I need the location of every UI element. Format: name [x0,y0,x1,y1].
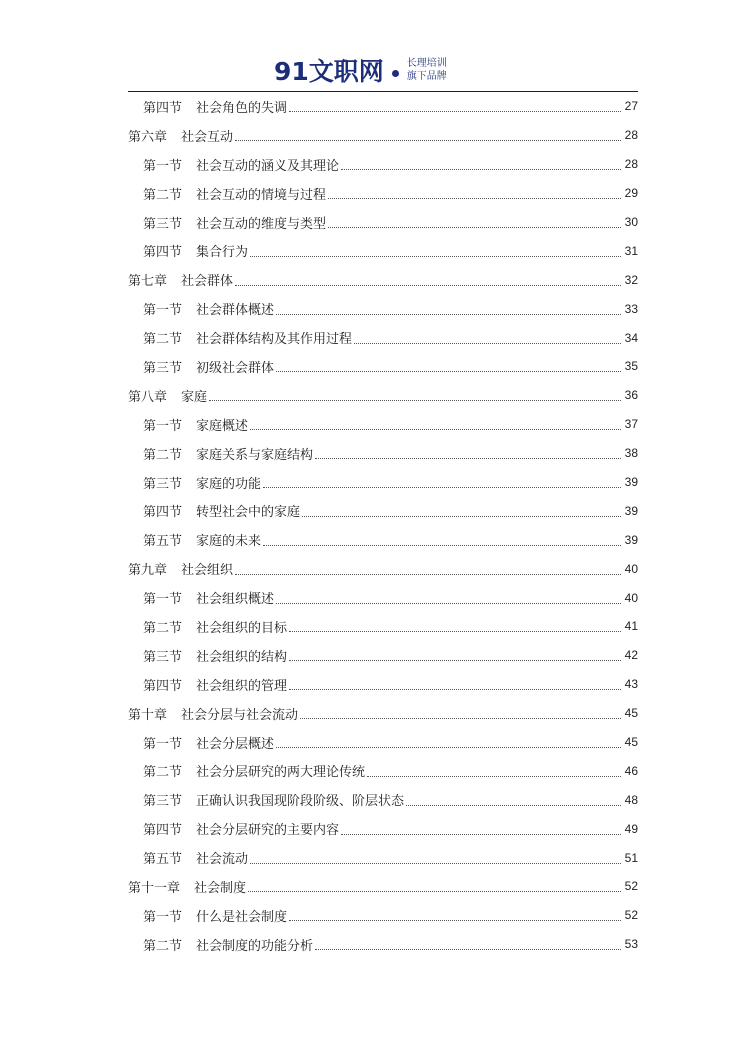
toc-entry-title: 社会制度 [194,880,247,896]
logo-tagline [407,57,447,83]
toc-entry-number: 第一节 [143,418,183,434]
toc-entry-number: 第四节 [143,823,183,839]
toc-dot-leader [235,573,621,575]
toc-entry-number: 第一节 [143,158,183,174]
toc-page-number: 53 [624,937,638,952]
toc-entry-section[interactable] [128,785,638,814]
toc-page-number: 42 [624,648,638,663]
toc-dot-leader [276,602,621,604]
toc-page-number: 52 [624,908,638,923]
toc-page-number: 40 [624,561,638,576]
logo-tagline-line1: 长理培训 [406,58,447,69]
toc-entry-title: 社会组织的目标 [196,620,288,636]
toc-entry-section[interactable] [128,150,638,179]
toc-dot-leader [302,515,621,517]
toc-entry-title: 社会分层研究的主要内容 [196,823,340,839]
toc-entry-number: 第三节 [143,794,183,810]
toc-dot-leader [235,139,621,141]
toc-page-number: 46 [624,763,638,778]
toc-dot-leader [276,746,621,748]
toc-entry-chapter[interactable] [128,121,638,150]
toc-dot-leader [263,544,621,546]
toc-entry-number: 第三节 [143,649,183,665]
toc-page-number: 30 [624,215,638,229]
toc-page-number: 28 [624,157,638,172]
toc-page-number: 51 [624,850,638,865]
toc-page-number: 29 [624,186,638,201]
toc-entry-title: 转型社会中的家庭 [196,505,301,521]
toc-page-number: 38 [624,446,638,461]
toc-entry-number: 第十一章 [128,880,181,896]
toc-entry-title: 社会群体 [181,274,234,290]
toc-dot-leader [209,399,621,401]
toc-entry-number: 第一节 [143,303,183,319]
toc-entry-title: 家庭概述 [196,418,249,434]
toc-entry-section[interactable] [128,756,638,785]
toc-entry-number: 第六章 [128,129,168,145]
toc-entry-section[interactable] [128,179,638,208]
toc-entry-section[interactable] [128,410,638,439]
toc-dot-leader [315,948,621,950]
toc-dot-leader [250,862,621,864]
toc-entry-number: 第二节 [143,332,183,348]
toc-entry-title: 社会分层研究的两大理论传统 [196,765,366,781]
toc-entry-number: 第九章 [128,563,168,579]
toc-page-number: 35 [624,359,638,374]
toc-entry-title: 家庭的功能 [196,476,262,492]
toc-entry-section[interactable] [128,208,638,237]
toc-dot-leader [367,775,621,777]
toc-dot-leader [341,833,621,835]
toc-entry-section[interactable] [128,901,638,930]
toc-dot-leader [263,486,621,488]
toc-entry-section[interactable] [128,525,638,554]
page-header [0,48,750,92]
table-of-contents [128,92,638,959]
toc-entry-number: 第十章 [128,707,168,723]
toc-page-number: 52 [624,879,638,894]
toc-entry-number: 第一节 [143,909,183,925]
toc-entry-number: 第二节 [143,938,183,954]
brand-logo [274,52,447,88]
toc-entry-title: 正确认识我国现阶段阶级、阶层状态 [196,794,405,810]
toc-dot-leader [328,226,621,228]
toc-page-number: 45 [624,706,638,721]
toc-dot-leader [289,659,621,661]
toc-entry-number: 第二节 [143,447,183,463]
toc-entry-section[interactable] [128,439,638,468]
toc-dot-leader [341,168,621,170]
toc-entry-title: 社会流动 [196,852,249,868]
toc-entry-section[interactable] [128,641,638,670]
toc-page-number: 39 [624,532,638,547]
toc-entry-section[interactable] [128,92,638,121]
toc-entry-section[interactable] [128,814,638,843]
toc-entry-number: 第二节 [143,620,183,636]
toc-entry-title: 什么是社会制度 [196,909,288,925]
toc-entry-number: 第一节 [143,736,183,752]
toc-entry-title: 社会制度的功能分析 [196,938,314,954]
toc-dot-leader [250,255,621,257]
toc-dot-leader [250,428,621,430]
toc-entry-section[interactable] [128,728,638,757]
toc-entry-number: 第四节 [143,100,183,116]
toc-dot-leader [235,284,621,286]
toc-entry-number: 第三节 [143,476,183,492]
toc-entry-title: 社会群体概述 [196,303,275,319]
toc-entry-number: 第四节 [143,505,183,521]
toc-dot-leader [406,804,621,806]
toc-entry-chapter[interactable] [128,381,638,410]
toc-dot-leader [248,890,621,892]
toc-page-number: 37 [624,417,638,432]
toc-entry-title: 社会组织概述 [196,592,275,608]
toc-entry-title: 社会组织的结构 [196,649,288,665]
toc-entry-section[interactable] [128,612,638,641]
toc-entry-title: 家庭关系与家庭结构 [196,447,314,463]
toc-entry-number: 第四节 [143,678,183,694]
toc-entry-section[interactable] [128,468,638,497]
toc-entry-title: 社会分层与社会流动 [181,707,299,723]
logo-text: 91文职网 [274,57,384,86]
toc-entry-title: 社会互动的涵义及其理论 [196,158,340,174]
toc-page-number: 40 [624,590,638,605]
toc-entry-number: 第七章 [128,274,168,290]
toc-page-number: 27 [624,99,638,114]
toc-page-number: 45 [624,735,638,750]
toc-entry-chapter[interactable] [128,554,638,583]
toc-entry-section[interactable] [128,496,638,525]
toc-entry-title: 集合行为 [196,245,249,261]
toc-entry-number: 第二节 [143,765,183,781]
toc-entry-number: 第五节 [143,534,183,550]
toc-entry-title: 社会组织 [181,563,234,579]
toc-entry-number: 第三节 [143,216,183,232]
toc-dot-leader [289,919,621,921]
toc-dot-leader [300,717,621,719]
toc-entry-section[interactable] [128,670,638,699]
toc-entry-number: 第八章 [128,389,168,405]
logo-dot-icon [392,70,399,77]
toc-page-number: 34 [624,330,638,345]
toc-dot-leader [276,313,621,315]
toc-entry-chapter[interactable] [128,265,638,294]
toc-entry-section[interactable] [128,236,638,265]
toc-dot-leader [276,370,621,372]
toc-entry-number: 第二节 [143,187,183,203]
toc-dot-leader [289,688,621,690]
toc-page-number: 28 [624,128,638,143]
toc-dot-leader [289,110,621,112]
toc-dot-leader [354,342,621,344]
toc-entry-title: 初级社会群体 [196,360,275,376]
logo-tagline-line2: 旗下品牌 [406,71,447,82]
toc-entry-chapter[interactable] [128,872,638,901]
toc-entry-section[interactable] [128,843,638,872]
toc-page-number: 48 [624,792,638,807]
toc-entry-title: 社会组织的管理 [196,678,288,694]
toc-entry-section[interactable] [128,323,638,352]
toc-page-number: 43 [624,677,638,692]
toc-entry-number: 第一节 [143,592,183,608]
toc-entry-chapter[interactable] [128,699,638,728]
toc-entry-title: 社会互动 [181,129,234,145]
toc-page-number: 32 [624,272,638,287]
toc-entry-title: 社会群体结构及其作用过程 [196,332,353,348]
toc-entry-title: 社会分层概述 [196,736,275,752]
toc-entry-section[interactable] [128,930,638,959]
toc-entry-section[interactable] [128,352,638,381]
toc-entry-title: 社会角色的失调 [196,100,288,116]
toc-dot-leader [315,457,621,459]
toc-entry-number: 第五节 [143,852,183,868]
toc-entry-number: 第三节 [143,360,183,376]
toc-entry-section[interactable] [128,294,638,323]
toc-page-number: 33 [624,301,638,316]
toc-entry-title: 家庭 [181,389,208,405]
toc-entry-number: 第四节 [143,245,183,261]
toc-page-number: 39 [624,503,638,518]
toc-entry-section[interactable] [128,583,638,612]
toc-page-number: 49 [624,821,638,836]
toc-dot-leader [328,197,621,199]
toc-page-number: 31 [624,243,638,258]
toc-entry-title: 社会互动的维度与类型 [196,216,327,232]
toc-page-number: 41 [624,619,638,634]
toc-entry-title: 社会互动的情境与过程 [196,187,327,203]
toc-entry-title: 家庭的未来 [196,534,262,550]
toc-page-number: 36 [624,388,638,403]
toc-page-number: 39 [624,475,638,490]
toc-dot-leader [289,630,621,632]
